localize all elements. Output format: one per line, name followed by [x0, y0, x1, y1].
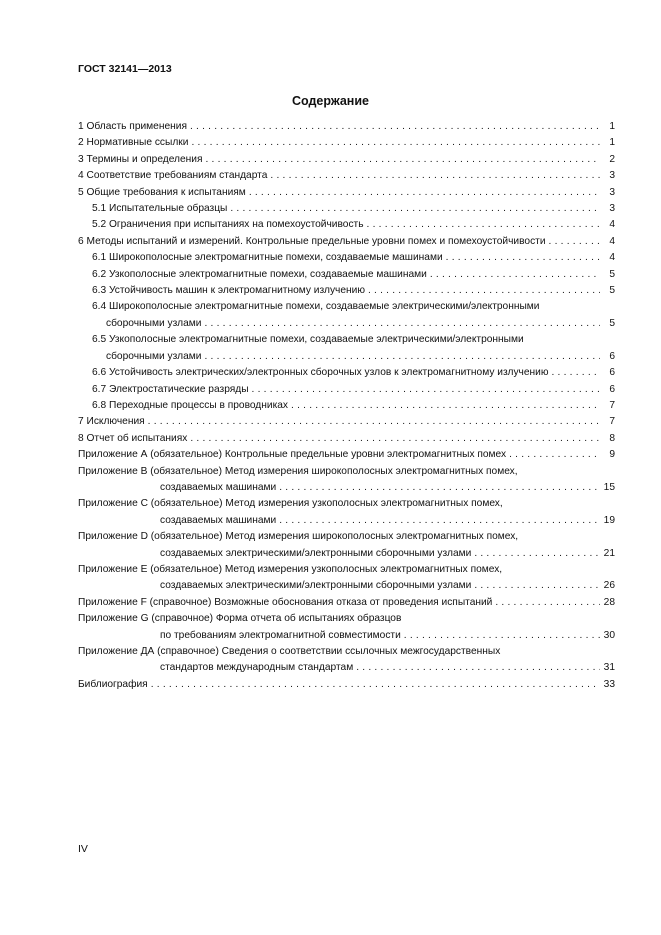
toc-entry[interactable] [78, 562, 615, 578]
dot-leader [151, 677, 600, 693]
toc-entry-label: 5 Общие требования к испытаниям [78, 186, 246, 198]
toc-entry[interactable] [78, 382, 615, 398]
dot-leader [446, 250, 600, 266]
toc-entry-label-continued: сборочными узлами [106, 317, 202, 329]
dot-leader [190, 431, 600, 447]
toc-entry-label: Приложение F (справочное) Возможные обоснования отказа от проведения испытаний [78, 596, 493, 608]
dot-leader [279, 513, 600, 529]
toc-entry-label: 6.2 Узкополосные электромагнитные помехи, создаваемые машинами [92, 268, 427, 280]
toc-entry-label: Приложение В (обязательное) Метод измерения широкополосных электромагнитных помех, [78, 465, 518, 477]
toc-page-number: 33 [603, 678, 615, 690]
toc-entry[interactable] [78, 299, 615, 315]
toc-entry-label: 6.4 Широкополосные электромагнитные помехи, создаваемые электрическими/электронными [92, 301, 540, 313]
toc-page-number: 3 [609, 203, 615, 215]
toc-entry-label: 3 Термины и определения [78, 153, 203, 165]
dot-leader [367, 217, 600, 233]
toc-page-number: 30 [603, 629, 615, 641]
toc-entry-continuation[interactable] [78, 480, 615, 496]
toc-entry-label-continued: сборочными узлами [106, 350, 202, 362]
page-number: IV [78, 843, 88, 855]
toc-entry[interactable] [78, 250, 615, 266]
toc-entry[interactable] [78, 464, 615, 480]
toc-page-number: 26 [603, 580, 615, 592]
dot-leader [368, 283, 600, 299]
toc-page-number: 31 [603, 662, 615, 674]
toc-page-number: 1 [609, 121, 615, 132]
dot-leader [148, 414, 600, 430]
toc-page-number: 1 [609, 137, 615, 149]
toc-entry-label: 6.8 Переходные процессы в проводниках [92, 399, 289, 411]
toc-entry-continuation[interactable] [78, 316, 615, 332]
toc-page-number: 6 [609, 367, 615, 379]
toc-page-number: 19 [603, 514, 615, 526]
document-header: ГОСТ 32141—2013 [78, 63, 172, 75]
toc-entry[interactable] [78, 168, 615, 184]
toc-entry[interactable] [78, 267, 615, 283]
toc-page-number: 4 [609, 219, 615, 231]
toc-entry-label: 6.1 Широкополосные электромагнитные помехи, создаваемые машинами [92, 252, 443, 264]
toc-page-number: 5 [609, 268, 615, 280]
toc-entry-label-continued: стандартов международным стандартам [160, 662, 354, 674]
toc-entry-label: 5.2 Ограничения при испытаниях на помехоустойчивость [92, 219, 364, 231]
dot-leader [270, 168, 600, 184]
toc-entry[interactable] [78, 431, 615, 447]
toc-entry[interactable] [78, 496, 615, 512]
toc-entry[interactable] [78, 644, 615, 660]
dot-leader [191, 135, 600, 151]
toc-entry-continuation[interactable] [78, 628, 615, 644]
toc-entry[interactable] [78, 332, 615, 348]
toc-entry-label: 6.6 Устойчивость электрических/электронных сборочных узлов к электромагнитному излучению [92, 367, 549, 379]
toc-page-number: 28 [603, 596, 615, 608]
toc-entry[interactable] [78, 414, 615, 430]
toc-page-number: 2 [609, 153, 615, 165]
toc-page-number: 5 [609, 317, 615, 329]
toc-entry-continuation[interactable] [78, 349, 615, 365]
dot-leader [474, 578, 600, 594]
toc-entry-label: 6.3 Устойчивость машин к электромагнитному излучению [92, 285, 365, 297]
toc-page-number: 3 [609, 170, 615, 182]
table-of-contents [78, 119, 615, 693]
toc-entry-label: Приложение G (справочное) Форма отчета об испытаниях образцов [78, 613, 402, 625]
toc-page-number: 8 [609, 432, 615, 444]
dot-leader [430, 267, 600, 283]
toc-entry-label: Приложение С (обязательное) Метод измерения узкополосных электромагнитных помех, [78, 498, 503, 510]
toc-entry-label-continued: создаваемых машинами [160, 514, 277, 526]
toc-entry[interactable] [78, 529, 615, 545]
toc-entry-label: 2 Нормативные ссылки [78, 137, 189, 149]
toc-entry-label: 4 Соответствие требованиям стандарта [78, 170, 268, 182]
toc-entry-label: Библиография [78, 678, 148, 690]
toc-entry[interactable] [78, 152, 615, 168]
toc-page-number: 3 [609, 186, 615, 198]
toc-entry-label: Приложение А (обязательное) Контрольные предельные уровни электромагнитных помех [78, 449, 507, 461]
toc-entry-label: 1 Область применения [78, 121, 187, 132]
toc-entry-continuation[interactable] [78, 513, 615, 529]
toc-page-number: 15 [603, 481, 615, 493]
toc-entry-label: Приложение Е (обязательное) Метод измерения узкополосных электромагнитных помех, [78, 563, 503, 575]
toc-page-number: 7 [609, 399, 615, 411]
toc-entry-label: 6 Методы испытаний и измерений. Контрольные предельные уровни помех и помехоустойчивости [78, 235, 546, 247]
dot-leader [252, 382, 600, 398]
toc-entry[interactable] [78, 447, 615, 463]
toc-page-number: 5 [609, 285, 615, 297]
toc-page-number: 4 [609, 252, 615, 264]
toc-entry-continuation[interactable] [78, 546, 615, 562]
toc-entry[interactable] [78, 677, 615, 693]
toc-entry-continuation[interactable] [78, 578, 615, 594]
toc-entry-label: 6.5 Узкополосные электромагнитные помехи, создаваемые электрическими/электронными [92, 334, 524, 346]
dot-leader [190, 119, 600, 135]
toc-entry[interactable] [78, 365, 615, 381]
toc-entry[interactable] [78, 185, 615, 201]
toc-entry[interactable] [78, 398, 615, 414]
toc-entry-continuation[interactable] [78, 660, 615, 676]
dot-leader [249, 185, 600, 201]
toc-entry-label: 5.1 Испытательные образцы [92, 203, 228, 215]
dot-leader [356, 660, 600, 676]
toc-entry-label: Приложение ДА (справочное) Сведения о соответствии ссылочных межгосударственных [78, 646, 501, 657]
toc-entry-label-continued: создаваемых электрическими/электронными сборочными узлами [160, 547, 472, 559]
dot-leader [279, 480, 600, 496]
toc-entry-label-continued: по требованиям электромагнитной совместимости [160, 629, 401, 641]
dot-leader [230, 201, 600, 217]
toc-entry-label-continued: создаваемых электрическими/электронными сборочными узлами [160, 580, 472, 592]
toc-entry-label: 8 Отчет об испытаниях [78, 432, 188, 444]
dot-leader [204, 316, 600, 332]
toc-page-number: 7 [609, 416, 615, 428]
toc-page-number: 9 [609, 449, 615, 461]
toc-page-number: 4 [609, 235, 615, 247]
toc-entry-label: 6.7 Электростатические разряды [92, 383, 249, 395]
dot-leader [291, 398, 600, 414]
toc-entry[interactable] [78, 119, 615, 135]
toc-entry[interactable] [78, 283, 615, 299]
toc-entry-label: Приложение D (обязательное) Метод измерения широкополосных электромагнитных помех, [78, 531, 519, 543]
toc-entry-label-continued: создаваемых машинами [160, 481, 277, 493]
dot-leader [509, 447, 600, 463]
toc-entry[interactable] [78, 595, 615, 611]
toc-entry-label: 7 Исключения [78, 416, 145, 428]
dot-leader [205, 152, 600, 168]
dot-leader [551, 365, 600, 381]
dot-leader [549, 234, 600, 250]
toc-entry[interactable] [78, 135, 615, 151]
toc-page-number: 6 [609, 350, 615, 362]
dot-leader [204, 349, 600, 365]
toc-page-number: 6 [609, 383, 615, 395]
toc-entry[interactable] [78, 217, 615, 233]
toc-entry[interactable] [78, 201, 615, 217]
page-title: Содержание [291, 94, 369, 108]
toc-entry[interactable] [78, 611, 615, 627]
dot-leader [495, 595, 600, 611]
toc-page-number: 21 [603, 547, 615, 559]
dot-leader [404, 628, 600, 644]
dot-leader [474, 546, 600, 562]
toc-entry[interactable] [78, 234, 615, 250]
